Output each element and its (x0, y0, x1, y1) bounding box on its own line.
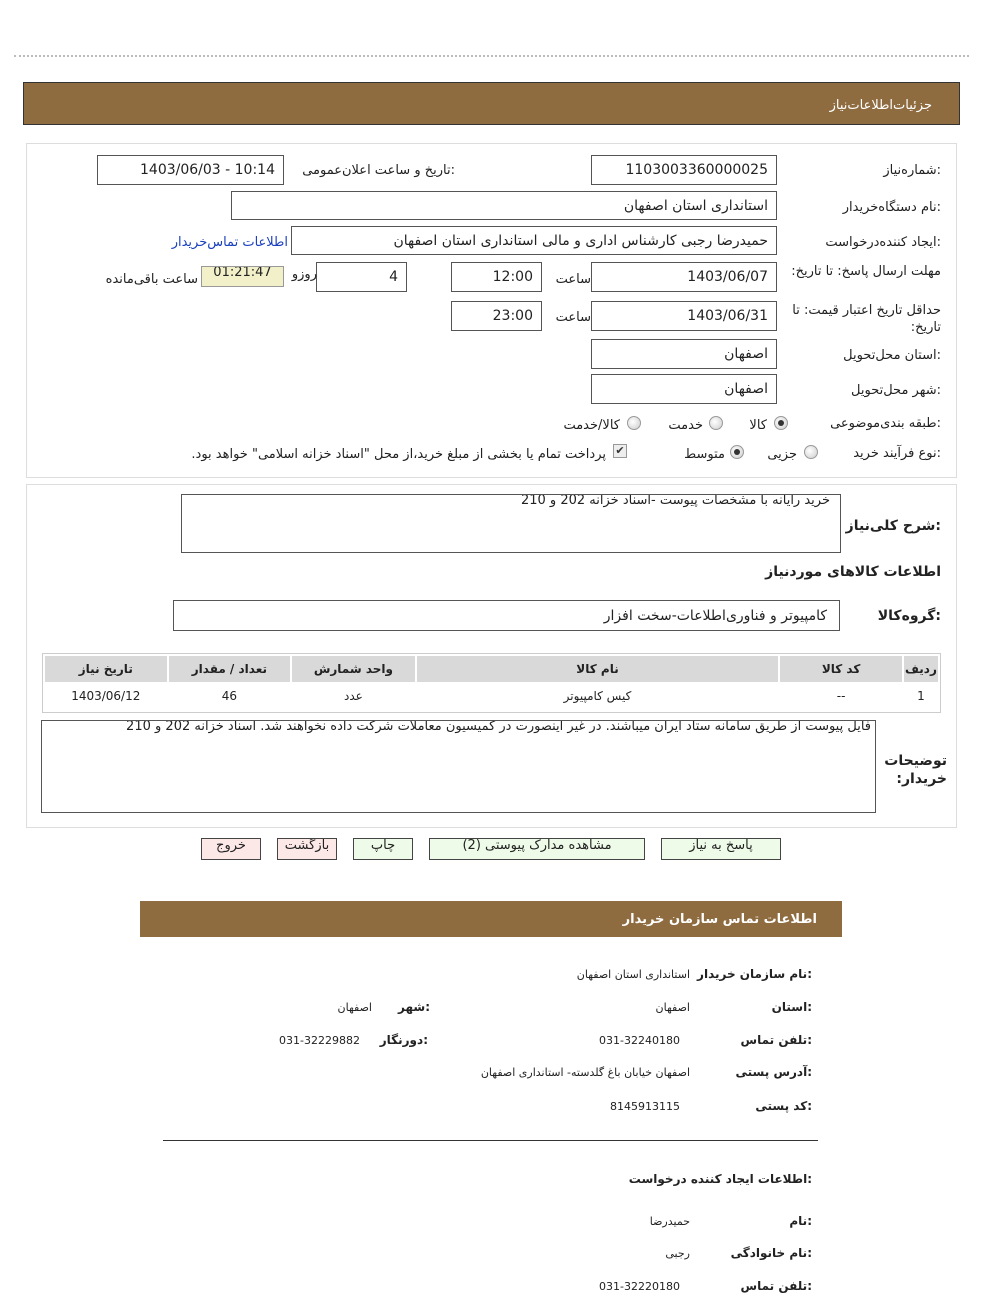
col-code: کد کالا (780, 656, 902, 682)
category-goods-label: کالا (749, 418, 767, 433)
cell-date: 1403/06/12 (45, 684, 167, 708)
group-label: گروه‌کالا: (877, 608, 941, 624)
creator-info-title: اطلاعات ایجاد کننده درخواست: (628, 1172, 812, 1186)
remaining-time-field: 01:21:47 (201, 266, 284, 287)
col-unit: واحد شمارش (292, 656, 415, 682)
contact-org-label: نام سازمان خریدار: (697, 967, 812, 981)
province-label: استان محل‌تحویل: (843, 348, 941, 363)
validity-date-field: 1403/06/31 (591, 301, 777, 331)
top-divider (14, 55, 969, 57)
col-name: نام کالا (417, 656, 779, 682)
contact-fax-label: دورنگار: (379, 1033, 428, 1047)
creator-phone-label: تلفن تماس: (740, 1279, 812, 1293)
days-label: روزو (291, 267, 317, 282)
creator-label: ایجاد کننده‌درخواست: (825, 235, 941, 250)
deadline-time-field: 12:00 (451, 262, 542, 292)
creator-first-name-label: نام: (789, 1214, 812, 1228)
province-field: اصفهان (591, 339, 777, 369)
col-row: ردیف (904, 656, 938, 682)
description-label: شرح کلی‌نیاز: (845, 518, 941, 534)
back-button[interactable]: بازگشت (277, 838, 337, 860)
announce-label: تاریخ و ساعت اعلان‌عمومی: (302, 163, 455, 178)
deadline-label: مهلت ارسال پاسخ: تا تاریخ: (791, 264, 941, 279)
category-label: طبقه بندی‌موضوعی: (830, 416, 941, 431)
contact-city-label: شهر: (398, 1000, 430, 1014)
process-label: نوع فرآیند خرید: (853, 446, 941, 461)
category-service-label: خدمت (668, 418, 703, 433)
print-button[interactable]: چاپ (353, 838, 413, 860)
city-field: اصفهان (591, 374, 777, 404)
description-field: خرید رایانه با مشخصات پیوست -اسناد خزانه 202 و 210 (181, 494, 841, 553)
process-medium-radio[interactable] (730, 445, 744, 459)
page-title: جزئیات‌اطلاعات‌نیاز (829, 98, 932, 113)
validity-label: حداقل تاریخ اعتبار قیمت: تا تاریخ: (792, 303, 941, 335)
deadline-date-field: 1403/06/07 (591, 262, 777, 292)
days-field: 4 (316, 262, 407, 292)
contact-phone: 031-32240180 (599, 1034, 680, 1047)
cell-unit: عدد (292, 684, 415, 708)
announce-field: 1403/06/03 - 10:14 (97, 155, 284, 185)
table-row (45, 684, 938, 708)
category-service-radio[interactable] (709, 416, 723, 430)
contact-city: اصفهان (337, 1001, 372, 1014)
creator-first-name: حمیدرضا (649, 1215, 690, 1228)
buyer-org-field: استانداری استان اصفهان (231, 191, 777, 220)
contact-divider (163, 1140, 818, 1141)
reply-button[interactable]: پاسخ به نیاز (661, 838, 781, 860)
need-number-label: شماره‌نیاز: (883, 163, 941, 178)
contact-fax: 031-32229882 (279, 1034, 360, 1047)
need-number-field: 1103003360000025 (591, 155, 777, 185)
exit-button[interactable]: خروج (201, 838, 261, 860)
group-field: کامپیوتر و فناوری‌اطلاعات-سخت افزار (173, 600, 840, 631)
contact-address-label: آدرس پستی: (735, 1065, 812, 1079)
contact-province: اصفهان (655, 1001, 690, 1014)
items-table (43, 654, 940, 710)
process-minor-radio[interactable] (804, 445, 818, 459)
category-both-radio[interactable] (627, 416, 641, 430)
col-qty: تعداد / مقدار (169, 656, 291, 682)
cell-code: -- (780, 684, 902, 708)
process-medium-label: متوسط (684, 447, 725, 462)
contact-address: اصفهان خیابان باغ گلدسته- استانداری اصفهان (480, 1066, 690, 1079)
treasury-payment-checkbox[interactable]: ✔ (613, 444, 627, 458)
city-label: شهر محل‌تحویل: (851, 383, 941, 398)
cell-row: 1 (904, 684, 938, 708)
buyer-org-label: نام دستگاه‌خریدار: (842, 200, 941, 215)
creator-last-name-label: نام خانوادگی: (730, 1246, 812, 1260)
contact-phone-label: تلفن تماس: (740, 1033, 812, 1047)
buyer-contact-link[interactable]: اطلاعات تماس‌خریدار (171, 235, 288, 250)
contact-postal-label: کد پستی: (755, 1099, 812, 1113)
deadline-time-label: ساعت (555, 272, 591, 287)
remaining-label: ساعت باقی‌مانده (105, 272, 198, 287)
payment-note: پرداخت تمام یا بخشی از مبلغ خرید،از محل "اسناد خزانه اسلامی" خواهد بود. (191, 447, 606, 462)
cell-name: کیس کامپیوتر (417, 684, 779, 708)
creator-last-name: رجبی (665, 1247, 690, 1260)
view-attachments-button[interactable]: مشاهده مدارک پیوستی (2) (429, 838, 645, 860)
contact-postal: 8145913115 (610, 1100, 680, 1113)
page-header (23, 82, 960, 125)
creator-field: حمیدرضا رجبی کارشناس اداری و مالی استانداری استان اصفهان (291, 226, 777, 255)
buyer-notes-field: فایل پیوست از طریق سامانه ستاد ایران میباشند. در غیر اینصورت در کمیسیون معاملات شرکت داده نخواهند شد. اسناد خزانه 202 و 210 (41, 720, 876, 813)
contact-title: اطلاعات تماس سازمان خریدار (622, 912, 817, 927)
contact-header (140, 901, 842, 937)
category-both-label: کالا/خدمت (563, 418, 620, 433)
goods-info-title: اطلاعات کالاهای موردنیاز (765, 564, 941, 580)
cell-qty: 46 (169, 684, 291, 708)
category-goods-radio[interactable] (774, 416, 788, 430)
contact-province-label: استان: (771, 1000, 812, 1014)
validity-time-label: ساعت (555, 310, 591, 325)
col-date: تاریخ نیاز (45, 656, 167, 682)
process-minor-label: جزیی (767, 447, 797, 462)
creator-phone: 031-32220180 (599, 1280, 680, 1293)
validity-time-field: 23:00 (451, 301, 542, 331)
contact-org: استانداری استان اصفهان (576, 968, 690, 981)
items-table-header (45, 656, 938, 682)
buyer-notes-label: توضیحات خریدار: (884, 753, 947, 787)
